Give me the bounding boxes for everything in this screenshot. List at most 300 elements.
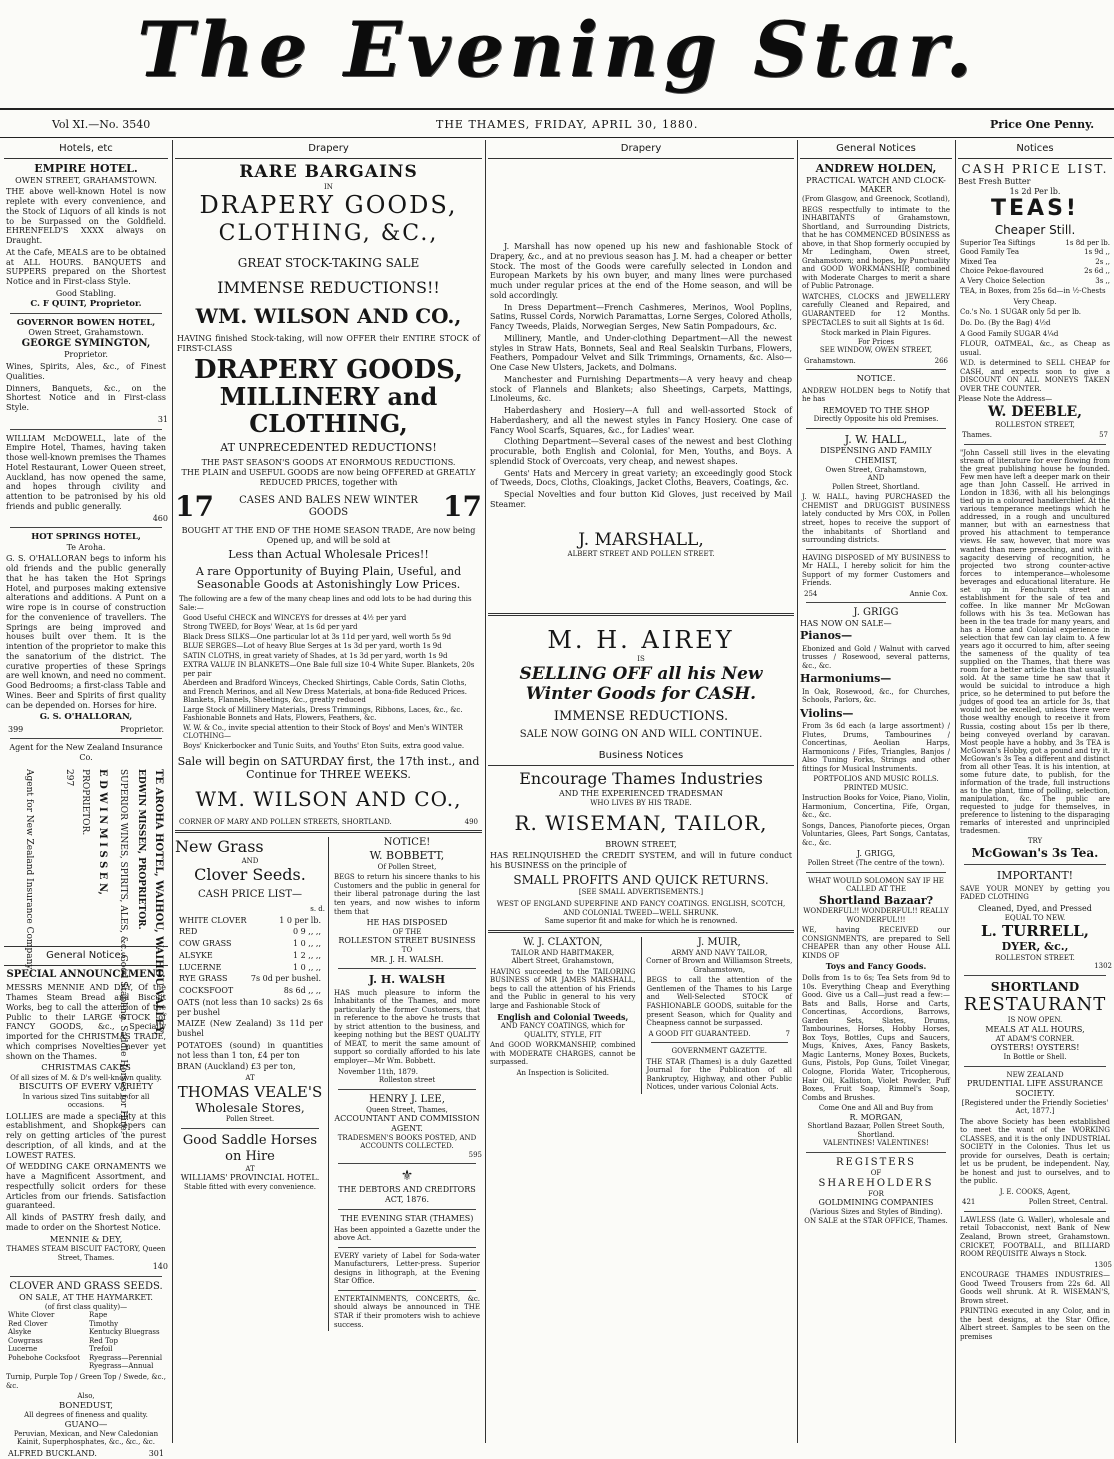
ad-headline: REGISTERS bbox=[836, 1157, 916, 1169]
tea-row bbox=[960, 239, 1110, 248]
ad-headline: CLOTHING, &C., bbox=[218, 220, 439, 246]
ad-firm: J. W. HALL, bbox=[844, 432, 908, 446]
ad-text: A Good Family SUGAR 4¼d bbox=[960, 329, 1059, 338]
ad-body: ENTERTAINMENTS, CONCERTS, &c. should always be announced in THE STAR if their promoters wish to achieve success. bbox=[334, 1294, 480, 1329]
ad-text: OF bbox=[870, 1169, 882, 1178]
ad-text: AND bbox=[241, 856, 259, 865]
ad-text: Turnip, Purple Top / Green Top / Swede, &c., &c. bbox=[6, 1373, 166, 1390]
price-row bbox=[179, 927, 321, 937]
ad-text: FOR bbox=[868, 1189, 884, 1198]
ad-address: Owen Street, Grahamstown. bbox=[28, 328, 144, 338]
ad-body: ANDREW HOLDEN begs to Notify that he has bbox=[802, 386, 950, 404]
list-item: EXTRA VALUE IN BLANKETS—One Bale full size 10-4 White Super. Blankets, 20s per pair bbox=[183, 661, 475, 678]
price-row bbox=[179, 986, 321, 996]
ad-text: In Bottle or Shell. bbox=[1003, 1053, 1067, 1061]
ad-firm: J. GRIGG bbox=[853, 607, 899, 619]
seed-item: Ryegrass—Annual bbox=[89, 1362, 154, 1371]
ad-firm: L. TURRELL, bbox=[981, 922, 1089, 941]
seed-item: Lucerne bbox=[8, 1345, 38, 1354]
seed-item: White Clover bbox=[8, 1311, 55, 1320]
ad-body: HAVING finished Stock-taking, will now OFFER their ENTIRE STOCK of FIRST-CLASS bbox=[177, 334, 480, 353]
ad-body: Songs, Dances, Pianoforte pieces, Organ Voluntaries, Glees, Part Songs, Cantatas, &c., &c. bbox=[802, 821, 950, 847]
ad-text: In various sized Tins suitable for all occasions. bbox=[22, 1092, 150, 1110]
ad-firm: WILLIAMS' PROVINCIAL HOTEL. bbox=[180, 1173, 320, 1183]
ad-headline: Shortland Bazaar? bbox=[818, 893, 934, 907]
ad-firm: R. WISEMAN, TAILOR, bbox=[514, 811, 768, 836]
seed-item: Red Clover bbox=[8, 1319, 48, 1328]
section-header: Drapery bbox=[175, 140, 482, 159]
ad-text: ROLLESTON STREET BUSINESS bbox=[338, 936, 476, 946]
ad-text: All degrees of fineness and quality. bbox=[24, 1410, 148, 1419]
ad-text: Please Note the Address— bbox=[958, 395, 1053, 404]
ad-subtitle: Harmoniums— bbox=[800, 672, 892, 686]
ad-firm: THOMAS VEALE'S bbox=[177, 1082, 323, 1101]
ad-body: BEGS to return his sincere thanks to his Customers and the public in general for their liberal patronage during the last ten years, and now wishes to inform them that bbox=[334, 873, 480, 916]
ad-number: 399 bbox=[8, 724, 24, 734]
ad-body: "John Cassell still lives in the elevating stream of literature for ever flowing from the great publishing house he founded. Few men have left a deeper mark on their age than John Cassell. He arrived in London in 1836, with all his belongings tied up in a coloured handkerchief. At the various temperance meetings which he addressed, in a rough and uncultured manner, but with an earnestness that proved his attachment to temperance views. He saw, however, that more was wanted than mere preaching, and with a sagacity deserving of recognition, he projected two strong counter-active forces to intemperance—wholesome beverages and educational literature. He set up in Fenchurch street an establishment for the sale of tea and coffee. In like manner Mr McGowan follows with his 3s tea. McGowan has been in the tea trade for many years, and has a Home and Colonial experience in selection that few can lay claim to. A few years ago it occurred to him, after seeing the sameness of the quality of tea supplied on the Thames, that there was room for a better article than that usually sold. At the same time he saw that it would be suicidal to introduce a high price, so he determined to put before the judges of good tea an article for 3s, that would not be excelled, unless there were those wealthy enough to receive it from Russia, costing about 15s per lb there, being conveyed overland by caravan. Most people have a hobby, and 3s TEA is McGowan's Hobby, got a pound and try it. McGowan's 3s Tea a different and distinct from all other Teas. It is his intention, at some future date, to publish, for the information of the trade, full instructions as to the plant, time of polling, selection, manipulation, &c. The public are requested to judge for themselves, in preference to listening to the disparaging remarks of interested and unprincipled tradesmen. bbox=[960, 448, 1110, 836]
ad-title: NOTICE. bbox=[856, 374, 896, 385]
ad-title: IMPORTANT! bbox=[996, 869, 1074, 883]
ad-text: REMOVED TO THE SHOP bbox=[822, 405, 930, 415]
seed-item: Ryegrass—Perennial bbox=[89, 1353, 163, 1362]
rotated-text: SUPERIOR WINES, SPIRITS, ALES, &c. Good Stabling. Saddle Horses for Hire. bbox=[118, 768, 128, 1134]
ad-text: (Various Sizes and Styles of Binding). bbox=[809, 1208, 943, 1217]
ad-text: TEA, in Boxes, from 25s 6d—in ½-Chests bbox=[960, 287, 1106, 296]
ad-text: DISPENSING AND FAMILY CHEMIST, bbox=[820, 446, 932, 466]
number-17: 17 bbox=[175, 489, 214, 523]
ad-text: Very Cheap. bbox=[1013, 297, 1057, 306]
ad-body: POTATOES (sound) in quantities not less than 1 ton, £4 per ton bbox=[177, 1040, 323, 1060]
ad-signature: J. GRIGG, bbox=[856, 849, 896, 859]
rotated-text: PROPRIETOR. bbox=[80, 768, 90, 836]
ad-body: ON SALE, AT THE HAYMARKET. bbox=[19, 1293, 153, 1303]
ad-address: ROLLESTON STREET, bbox=[995, 420, 1075, 429]
ad-body: HAS RELINQUISHED the CREDIT SYSTEM, and will in future conduct his BUSINESS on the principle of bbox=[490, 851, 792, 871]
ad-text: Best Fresh Butter bbox=[958, 176, 1031, 186]
ad-subtitle: GREAT STOCK-TAKING SALE bbox=[237, 255, 420, 270]
ad-text: Co.'s No. 1 SUGAR only 5d per lb. bbox=[960, 308, 1082, 317]
ad-subtitle: Cheaper Still. bbox=[994, 223, 1076, 238]
ad-body: OATS (not less than 10 sacks) 2s 6s per bushel bbox=[177, 997, 323, 1017]
tea-price: 3s ,, bbox=[1095, 276, 1110, 285]
tea-price: 1s 8d per lb. bbox=[1065, 238, 1110, 247]
section-header: General Notices bbox=[800, 140, 952, 159]
ad-body: Wines, Spirits, Ales, &c., of Finest Qualities. bbox=[6, 362, 166, 381]
tea-row bbox=[960, 277, 1110, 286]
ad-title: GOVERNOR BOWEN HOTEL, bbox=[16, 317, 156, 328]
seed-item: Kentucky Bluegrass bbox=[89, 1328, 160, 1337]
tea-price-list bbox=[958, 239, 1112, 286]
column-hotels bbox=[4, 140, 168, 1458]
ad-body: WATCHES, CLOCKS and JEWELLERY carefully Cleaned and Repaired, and GUARANTEED for 12 Months. SPECTACLES to suit all Sights at 1s 6d. bbox=[802, 292, 950, 327]
section-header: General Notices bbox=[4, 947, 168, 966]
section-header: Drapery bbox=[488, 140, 794, 159]
tea-row bbox=[960, 267, 1110, 276]
price-item: WHITE CLOVER bbox=[179, 915, 247, 925]
list-item: SATIN CLOTHS, in great variety of Shades, at 1s 3d per yard, worth 1s 9d bbox=[183, 651, 448, 660]
rotated-owner: E D W I N M I S S E N, bbox=[97, 768, 108, 895]
ad-address: ALBERT STREET AND POLLEN STREET. bbox=[567, 550, 715, 559]
ad-headline: McGowan's 3s Tea. bbox=[971, 845, 1099, 860]
ad-address: BROWN STREET, bbox=[605, 839, 677, 849]
ad-text: Do. Do. (By the Bag) 4½d bbox=[960, 319, 1051, 328]
ad-headline: New Grass bbox=[175, 837, 264, 857]
ad-text: PRACTICAL WATCH AND CLOCK-MAKER bbox=[806, 175, 946, 195]
ad-text: 1s 2d Per lb. bbox=[1009, 186, 1061, 196]
claxton-ad bbox=[488, 937, 642, 1094]
ad-body: THE STAR (Thames) is a duly Gazetted Journal for the Publication of all Bankruptcy, Highway, and other Public Notices, under various Colonial Acts. bbox=[646, 1057, 792, 1092]
ad-text: TAILOR AND HABITMAKER, bbox=[511, 948, 615, 957]
ad-text: Peruvian, Mexican, and New Caledonian Kainit, Superphosphates, &c., &c., &c. bbox=[13, 1429, 159, 1447]
price-item: RED bbox=[179, 927, 198, 937]
ad-signature: C. F QUINT, Proprietor. bbox=[30, 298, 142, 309]
ad-text: ARMY AND NAVY TAILOR, bbox=[671, 948, 768, 957]
list-item: W. W. & Co., invite special attention to their Stock of Boys' and Men's WINTER CLOTHING— bbox=[183, 723, 463, 741]
tea-row bbox=[960, 258, 1110, 267]
list-item: Aberdeen and Bradford Winceys, Checked Shirtings, Cable Cords, Satin Cloths, and French Merinos, and all New Dress Materials, at bona-fide Reduced Prices. Blankets, Flannels, Sheetings, &c., greatly reduced bbox=[183, 679, 467, 705]
ad-text: WONDERFUL!! WONDERFUL!! REALLY WONDERFUL!!! bbox=[803, 907, 949, 924]
ad-signature: J. E. COOKS, Agent, bbox=[999, 1187, 1071, 1196]
ad-text: AND THE EXPERIENCED TRADESMAN bbox=[559, 788, 723, 798]
ad-paragraph: Gents' Hats and Mercery in great variety; an exceedingly good Stock of Tweeds, Docs, Cloths, Cloakings, Jacket Cloths, Beavers, Coatings, &c. bbox=[490, 468, 792, 488]
masthead-title: The Evening Star. bbox=[137, 5, 977, 94]
ad-firm: WM. WILSON AND CO., bbox=[195, 303, 462, 328]
price-row bbox=[179, 963, 321, 973]
ad-text: GOLDMINING COMPANIES bbox=[818, 1198, 934, 1208]
ad-text: THE PLAIN and USEFUL GOODS are now being OFFERED at GREATLY REDUCED PRICES, together with bbox=[181, 468, 476, 487]
ad-title: RARE BARGAINS bbox=[239, 162, 418, 183]
ad-signature: MENNIE & DEY, bbox=[49, 1234, 123, 1245]
ad-text: EQUAL TO NEW. bbox=[1004, 913, 1066, 922]
ad-address: Rolleston street bbox=[378, 1076, 436, 1085]
ad-text: CASES AND BALES NEW WINTER GOODS bbox=[239, 494, 418, 518]
seed-item: Trefoil bbox=[89, 1345, 113, 1354]
ad-address: Corner of Brown and Williamson Streets, Grahamstown, bbox=[646, 957, 793, 974]
seed-list bbox=[8, 1311, 164, 1371]
ad-headline: DRAPERY GOODS, bbox=[193, 354, 464, 385]
ad-address: Albert Street, Grahamstown, bbox=[511, 957, 615, 966]
ad-text: Come One and All and Buy from bbox=[818, 1104, 934, 1113]
ad-firm: J. MARSHALL, bbox=[578, 529, 704, 550]
ad-subtitle: Sale will begin on SATURDAY first, the 17th inst., and Continue for THREE WEEKS. bbox=[177, 754, 480, 781]
ad-text: Grahamstown. bbox=[804, 356, 856, 365]
ad-text: [SEE SMALL ADVERTISEMENTS.] bbox=[578, 887, 704, 896]
ad-body: HAVING succeeded to the TAILORING BUSINESS of MR JAMES MARSHALL, begs to call the attention of his Friends and the Public in general to his very large and Fashionable Stock of bbox=[490, 967, 636, 1011]
seed-item: Alsyke bbox=[8, 1328, 32, 1337]
ad-date: November 11th, 1879. bbox=[338, 1067, 418, 1076]
ad-address: Te Aroha. bbox=[66, 542, 106, 552]
ad-title: CLOVER AND GRASS SEEDS. bbox=[9, 1280, 163, 1292]
ad-body: Instruction Books for Voice, Piano, Violin, Harmonium, Concertina, Fife, Organ, &c., &c. bbox=[802, 794, 950, 820]
ad-text: HE HAS DISPOSED bbox=[366, 918, 448, 928]
ad-body: W.D. is determined to SELL CHEAP for CASH, and expects soon to give a DISCOUNT ON ALL MONEYS TAKEN OVER THE COUNTER. bbox=[960, 359, 1110, 393]
price-value: 8s 6d ,, ,, bbox=[283, 986, 321, 996]
ad-body: Ebonized and Gold / Walnut with carved trusses / Rosewood, several patterns, &c., &c. bbox=[802, 644, 950, 670]
ad-headline: TEAS! bbox=[991, 196, 1079, 222]
ad-paragraph: Clothing Department—Several cases of the newest and best Clothing procurable, both English and Colonial, for Men, Youths, and Boys. A splendid Stock of Overcoats, very cheap, and newest shapes. bbox=[490, 437, 792, 466]
price-item: COCKSFOOT bbox=[179, 986, 234, 996]
item-list bbox=[179, 595, 478, 750]
tea-price: 2s 6d ,, bbox=[1084, 267, 1110, 276]
ad-headline: Encourage Thames Industries bbox=[519, 769, 763, 789]
price-value: 1 2 ,, ,, bbox=[293, 950, 321, 960]
ad-text: Thames. bbox=[962, 431, 992, 440]
ad-subtitle: Wholesale Stores, bbox=[195, 1100, 305, 1115]
ad-headline: SHORTLAND bbox=[990, 979, 1080, 994]
ad-subtitle: A rare Opportunity of Buying Plain, Useful, and Seasonable Goods at Astonishingly Low Prices. bbox=[195, 564, 462, 592]
ad-signature: Annie Cox. bbox=[909, 589, 948, 598]
ad-address: Pollen Street, Shortland. bbox=[832, 482, 920, 491]
column-drapery-marshall bbox=[488, 140, 794, 1443]
ad-body: SAVE YOUR MONEY by getting you FADED CLOTHING bbox=[960, 884, 1110, 902]
price-item: COW GRASS bbox=[179, 939, 232, 949]
ad-text: OYSTERS! OYSTERS! bbox=[990, 1043, 1080, 1053]
ad-text: Proprietor. bbox=[64, 350, 108, 360]
ad-text: SALE NOW GOING ON AND WILL CONTINUE. bbox=[519, 729, 763, 741]
ad-number: 266 bbox=[934, 356, 948, 365]
tea-item: Superior Tea Siftings bbox=[960, 238, 1036, 247]
ad-text: WHO LIVES BY HIS TRADE. bbox=[590, 798, 692, 807]
ad-subtitle: CHRISTMAS CAKES bbox=[41, 1063, 131, 1074]
ad-address: Pollen Street, Central. bbox=[1028, 1198, 1108, 1207]
ad-address: Queen Street, Thames, bbox=[366, 1105, 448, 1114]
ad-text: Of all sizes of M. & D's well-known quality. bbox=[10, 1073, 162, 1082]
ad-headline: Good Saddle Horses on Hire bbox=[182, 1133, 318, 1164]
ad-subtitle: IMMENSE REDUCTIONS. bbox=[553, 709, 729, 725]
ad-body: PRINTING executed in any Color, and in the best designs, at the Star Office, Albert street. Samples to be seen on the premises bbox=[960, 1307, 1110, 1341]
ad-text: MEALS AT ALL HOURS, bbox=[985, 1024, 1085, 1034]
ad-body: BRAN (Auckland) £3 per ton, bbox=[177, 1062, 296, 1072]
tea-row bbox=[960, 248, 1110, 257]
price-list bbox=[175, 916, 325, 996]
ad-text: Stock marked in Plain Figures. bbox=[821, 329, 931, 338]
seed-item: Rape bbox=[89, 1311, 108, 1320]
ad-paragraph: J. Marshall has now opened up his new and fashionable Stock of Drapery, &c., and at no previous season has J. M. had a cheaper or better Stock. The most of the Goods were carefully selected in London and European Markets by his own buyer, and many lines were purchased much under regular prices at the end of the Home season, and will be sold accordingly. bbox=[490, 242, 792, 300]
ad-subtitle: Pianos— bbox=[800, 629, 853, 643]
ad-body: G. S. O'HALLORAN begs to inform his old friends and the public generally that he has taken the Hot Springs Hotel, and purposes making extensive alterations and additions. A Punt on a wire rope is in course of construction for the convenience of travellers. The Springs are being improved and houses built over them. It is the intention of the proprietor to make this the sanatorium of the district. The curative properties of these Springs are well known, and need no comment. Good Bedrooms; a first-class Table and Wines. Beer and Spirits of first quality can be depended on. Horses for hire. bbox=[6, 554, 166, 710]
ad-text: WHAT WOULD SOLOMON SAY IF HE CALLED AT THE bbox=[808, 876, 944, 894]
ad-address: Pollen Street (The centre of the town). bbox=[807, 859, 945, 868]
ad-headline: MILLINERY and CLOTHING, bbox=[219, 382, 438, 438]
seed-item: Timothy bbox=[89, 1319, 119, 1328]
ad-headline: RESTAURANT bbox=[963, 994, 1107, 1016]
ad-text: DYER, &c., bbox=[1001, 940, 1069, 954]
ad-subtitle: English and Colonial Tweeds, bbox=[497, 1011, 629, 1022]
ad-subtitle: CASH PRICE LIST— bbox=[197, 888, 303, 900]
ad-text: An Inspection is Solicited. bbox=[516, 1068, 610, 1077]
ad-firm: J. H. WALSH bbox=[368, 973, 446, 987]
ad-text: A GOOD FIT GUARANTEED. bbox=[648, 1029, 751, 1038]
ad-signature: G. S. O'HALLORAN, bbox=[39, 712, 133, 723]
ad-paragraph: Manchester and Furnishing Departments—A very heavy and cheap stock of Flannels and Blankets; also Sheetings, Carpets, Mattings, Linoleums, &c. bbox=[490, 374, 792, 404]
ad-body: WILLIAM McDOWELL, late of the Empire Hotel, Thames, having taken those well-known premises the Thames Hotel Restaurant, Lower Queen street, Auckland, has now opened the same, and hopes through civility and attention to be patronised by his old friends and public generally. bbox=[6, 433, 166, 511]
ad-body: MESSRS MENNIE AND DEY, Of the Thames Steam Bread and Biscuit Works, beg to call the attention of the Public to their LARGE STOCK of FANCY GOODS, &c., Specially imported for the CHRISTMAS TRADE, which comprises Novelties never yet shown on the Thames. bbox=[6, 983, 166, 1061]
list-item: The following are a few of the many cheap lines and odd lots to be had during this Sale:— bbox=[179, 595, 472, 613]
ad-address: ROLLESTON STREET. bbox=[995, 953, 1075, 962]
ad-text: TRY bbox=[1027, 837, 1043, 846]
ad-body: MAIZE (New Zealand) 3s 11d per bushel bbox=[177, 1019, 323, 1039]
ad-text: TO bbox=[401, 946, 413, 955]
ad-address: SEE WINDOW, OWEN STREET, bbox=[819, 346, 933, 355]
ad-firm: WM. WILSON AND CO., bbox=[195, 787, 462, 812]
ad-address: Of Pollen Street, bbox=[377, 862, 437, 871]
ad-body: Of WEDDING CAKE ORNAMENTS we have a Magnificent Assortment, and respectfully solicit orders for these Articles from our friends. Satisfaction guaranteed. bbox=[6, 1162, 166, 1211]
price-value: 7s 0d per bushel. bbox=[250, 974, 321, 984]
price-row bbox=[179, 916, 321, 926]
list-item: Black Dress SILKS—One particular lot at 3s 11d per yard, well worth 5s 9d bbox=[183, 632, 452, 641]
ad-subtitle: Violins— bbox=[800, 706, 854, 720]
number-17: 17 bbox=[443, 489, 482, 523]
ad-subtitle: GUANO— bbox=[64, 1419, 108, 1430]
rotated-number: 297 bbox=[64, 768, 74, 787]
price-item: ALSYKE bbox=[179, 950, 213, 960]
ad-body: THE above well-known Hotel is now replete with every convenience, and the Stock of Liquors of all kinds is not to be Surpassed on the Goldfield. EHRENFELD'S XXXX always on Draught. bbox=[6, 187, 166, 246]
column-drapery-wilson bbox=[175, 140, 482, 1443]
rotated-text: Agent for New Zealand Insurance Company. bbox=[24, 768, 34, 972]
ad-address: CORNER OF MARY AND POLLEN STREETS, SHORTLAND. bbox=[179, 817, 392, 826]
ad-address: Pollen Street. bbox=[225, 1115, 275, 1124]
ad-body: J. W. HALL, having PURCHASED the CHEMIST and DRUGGIST BUSINESS lately conducted by Mrs COX, in Pollen street, hopes to receive the support of the inhabitants of Shortland and surrounding districts. bbox=[802, 493, 950, 545]
ad-title: SPECIAL ANNOUNCEMENT. bbox=[6, 969, 166, 981]
ad-text: Good Stabling. bbox=[55, 288, 117, 298]
ad-title: CASH PRICE LIST. bbox=[961, 162, 1109, 177]
ad-body: Dinners, Banquets, &c., on the Shortest Notice and in First-class Style. bbox=[6, 383, 166, 412]
ad-text: s. d. bbox=[310, 905, 325, 913]
ad-subtitle: BISCUITS OF EVERY VARIETY bbox=[18, 1082, 154, 1093]
tea-price: 1s 9d ,, bbox=[1084, 248, 1110, 257]
dateline bbox=[0, 108, 1114, 138]
seed-item: Cowgrass bbox=[8, 1336, 43, 1345]
ad-body: All kinds of PASTRY fresh daily, and made to order on the Shortest Notice. bbox=[6, 1213, 166, 1232]
ad-title: HOT SPRINGS HOTEL, bbox=[31, 532, 141, 543]
ad-body: ENCOURAGE THAMES INDUSTRIES—Good Tweed Trousers from 22s 6d. All Goods well shrunk. At R. WISEMAN'S, Brown street. bbox=[960, 1271, 1110, 1305]
ad-number: 1305 bbox=[1094, 1260, 1112, 1269]
muir-ad bbox=[642, 937, 795, 1094]
tea-price: 2s ,, bbox=[1095, 257, 1110, 266]
ad-text: ON SALE at the STAR OFFICE, Thames. bbox=[804, 1216, 948, 1225]
crest-icon: ⚜ bbox=[400, 1168, 414, 1185]
ad-firm: HENRY J. LEE, bbox=[369, 1093, 445, 1105]
ad-text: Also, bbox=[77, 1392, 95, 1401]
masthead bbox=[0, 0, 1114, 108]
ad-firm: W. J. CLAXTON, bbox=[523, 936, 603, 948]
ad-number: 140 bbox=[152, 1262, 168, 1272]
ad-headline: Clover Seeds. bbox=[194, 865, 306, 885]
ad-text: Directly Opposite his old Premises. bbox=[813, 415, 939, 424]
ad-text: MR. J. H. WALSH. bbox=[370, 954, 444, 964]
ad-subtitle: SMALL PROFITS AND QUICK RETURNS. bbox=[513, 872, 769, 887]
tea-item: Good Family Tea bbox=[960, 248, 1020, 257]
price-value: 0 9 ,, ,, bbox=[293, 927, 321, 937]
ad-paragraph: In Dress Department—French Cashmeres, Merinos, Wool Poplins, Satins, Russel Cords, Norwich Paramattas, Lorne Serges, Colored Atholls, Fancy Tweeds, Plaids, Norwegian Serges, New Satin Pompadours, &c. bbox=[490, 302, 792, 332]
ad-title: NOTICE! bbox=[383, 837, 431, 849]
ad-text: Proprietor. bbox=[120, 724, 164, 734]
ad-paragraph: Haberdashery and Hosiery—A full and well-assorted Stock of Haberdashery, and all the newest styles in Fancy Hosiery. One case of Fancy Wool Scarfs, Squares, &c., for Ladies' wear. bbox=[490, 406, 792, 435]
ad-address: THAMES STEAM BISCUIT FACTORY, Queen Street, Thames. bbox=[6, 1245, 166, 1262]
ad-text: TRADESMEN'S BOOKS POSTED, AND ACCOUNTS COLLECTED. bbox=[337, 1133, 477, 1151]
ad-subtitle: IMMENSE REDUCTIONS!! bbox=[217, 278, 440, 298]
ad-firm: W. DEEBLE, bbox=[988, 403, 1082, 420]
ad-body: HAS much pleasure to inform the Inhabitants of the Thames, and more particularly the former Customers, that in reference to the above he trusts that by strict attention to the business, and keeping nothing but the BEST QUALITY of MEAT, to merit the same amount of support so cordially afforded to his late employer—Mr Wm. Bobbett. bbox=[334, 988, 480, 1065]
ad-body: BEGS respectfully to intimate to the INHABITANTS of Grahamstown, Shortland, and Surrounding Districts, that he has COMMENCED BUSINESS as above, in that Shop formerly occupied by Mr Ledingham, Owen street, Grahamstown; and hopes, by Punctuality and GOOD WORKMANSHIP, combined with Moderate Charges to merit a share of Public Patronage. bbox=[802, 205, 950, 291]
grass-seeds-ad bbox=[175, 837, 329, 1331]
list-item: BLUE SERGES—Lot of heavy Blue Serges at 1s 3d per yard, worth 1s 9d bbox=[183, 642, 442, 651]
ad-headline: DRAPERY GOODS, bbox=[199, 191, 458, 220]
ad-title: PRUDENTIAL LIFE ASSURANCE SOCIETY. bbox=[966, 1079, 1104, 1098]
ad-title: EMPIRE HOTEL. bbox=[34, 162, 138, 176]
ad-text: IN bbox=[324, 182, 333, 191]
price-row bbox=[179, 951, 321, 961]
ad-headline: SHAREHOLDERS bbox=[818, 1177, 934, 1189]
issue-date: THE THAMES, FRIDAY, APRIL 30, 1880. bbox=[436, 118, 699, 131]
ad-body: LAWLESS (late G. Waller), wholesale and retail Tobacconist, next Bank of New Zealand, Brown street, Grahamstown. CRICKET, FOOTBALL, and BILLIARD ROOM REQUISITE Always n Stock. bbox=[960, 1215, 1110, 1259]
ad-paragraph: Millinery, Mantle, and Under-clothing Department—All the newest styles in Straw Hats, Bonnets, Seal and Real Sealskin Turbans, Flowers, Feathers, Pompadour Velvet and Silk Trimmings, Ornaments, &c. Also—One Case New Ulsters, Jackets, and Dolmans. bbox=[490, 333, 792, 373]
price-value: 1 0 ,, ,, bbox=[293, 962, 321, 972]
ad-subtitle: Cleaned, Dyed, and Pressed bbox=[978, 903, 1092, 913]
seventeen-cases bbox=[175, 490, 482, 524]
ad-number: 460 bbox=[152, 513, 168, 523]
ad-signature: ALFRED BUCKLAND. bbox=[8, 1448, 97, 1458]
price-row bbox=[179, 939, 321, 949]
ad-body: BEGS to call the attention of the Gentlemen of the Thames to his Large and Well-Selected STOCK of FASHIONABLE GOODS, suitable for the present Season, which for Quality and Cheapness cannot be surpassed. bbox=[646, 976, 792, 1028]
ad-body: And GOOD WORKMANSHIP, combined with MODERATE CHARGES, cannot be surpassed. bbox=[490, 1041, 636, 1067]
ad-number: 301 bbox=[148, 1448, 164, 1458]
price-item: RYE GRASS bbox=[179, 974, 228, 984]
ad-text: HAS NOW ON SALE— bbox=[800, 619, 892, 629]
ad-headline: SELLING OFF all his New Winter Goods for CASH. bbox=[519, 663, 763, 705]
section-header: Notices bbox=[958, 140, 1112, 159]
ad-text: IS bbox=[637, 655, 645, 664]
price-value: 1 0 per lb. bbox=[279, 915, 321, 925]
ad-text: PORTFOLIOS AND MUSIC ROLLS. bbox=[813, 775, 939, 784]
ad-number: 31 bbox=[157, 414, 168, 424]
ad-number: 1302 bbox=[1094, 962, 1112, 971]
ad-number: 595 bbox=[468, 1150, 482, 1159]
ad-firm: ANDREW HOLDEN, bbox=[815, 162, 937, 176]
ad-title: THE EVENING STAR (THAMES) bbox=[340, 1213, 474, 1223]
list-item: Good Useful CHECK and WINCEYS for dresses at 4½ per yard bbox=[183, 613, 407, 622]
ad-address: AT ADAM'S CORNER. bbox=[995, 1034, 1075, 1043]
section-header: Business Notices bbox=[488, 747, 794, 766]
ad-address: Shortland Bazaar, Pollen Street South, Shortland. bbox=[807, 1122, 945, 1139]
list-item: Strong TWEED, for Boys' Wear, at 1s 6d per yard bbox=[183, 623, 358, 632]
ad-body: Dolls from 1s to 6s; Tea Sets from 9d to 10s. Everything Cheap and Everything Good. Give us a Call—just read a few:—Bats and Balls, Horse and Carts, Concertinas, Accordions, Barrows, Garden Sets, Slates, Drums, Tambourines, Horses, Hobby Horses, Box Toys, Bottles, Cups and Saucers, Mugs, Knives, Axes, Fancy Baskets, Magic Lanterns, Money Boxes, Buckets, Guns, Pistols, Pop Guns, Toilet Vinegar, Cologne, Florida Water, Tricopherous, Hair Oil, Kalliston, Violet Powder, Puff Boxes, Fruit Soap, Rimmel's Soap, Combs and Brushes. bbox=[802, 974, 950, 1102]
ad-text: PRINTED MUSIC. bbox=[843, 783, 909, 792]
ad-text: Agent for the New Zealand Insurance Co. bbox=[9, 743, 163, 763]
ad-firm: R. MORGAN, bbox=[849, 1112, 903, 1122]
price-item: LUCERNE bbox=[179, 962, 222, 972]
tea-item: Choice Pekoe-flavoured bbox=[960, 267, 1044, 276]
notices-ad bbox=[329, 837, 482, 1331]
ad-subtitle: Less than Actual Wholesale Prices!! bbox=[228, 548, 429, 562]
section-header: Hotels, etc bbox=[4, 140, 168, 159]
price-row bbox=[179, 974, 321, 984]
ad-body: At the Cafe, MEALS are to be obtained at ALL HOURS. BANQUETS and SUPPERS prepared on the Shortest Notice and in First-class Style. bbox=[6, 247, 166, 287]
ad-title: GOVERNMENT GAZETTE. bbox=[671, 1047, 767, 1056]
ad-text: AND FANCY COATINGS, which for QUALITY, STYLE, FIT bbox=[500, 1022, 625, 1039]
ad-firm: M. H. AIREY bbox=[547, 625, 735, 654]
ad-owner: GEORGE SYMINGTON, bbox=[21, 338, 151, 350]
ad-address: Owen Street, Grahamstown, bbox=[825, 465, 927, 474]
ad-text: Stable fitted with every convenience. bbox=[184, 1183, 316, 1192]
ad-text: NEW ZEALAND bbox=[1006, 1070, 1064, 1079]
ad-body: EVERY variety of Label for Soda-water Manufacturers, Letter-press. Superior designs in lithograph, at the Evening Star Office. bbox=[334, 1251, 480, 1286]
ad-body: HAVING DISPOSED of MY BUSINESS to Mr HALL, I hereby solicit for him the Support of my former Customers and Friends. bbox=[802, 553, 950, 588]
list-item: Boys' Knickerbocker and Tunic Suits, and Youths' Eton Suits, extra good value. bbox=[183, 741, 465, 750]
ad-text: THE PAST SEASON'S GOODS AT ENORMOUS REDUCTIONS. bbox=[201, 458, 456, 468]
ad-text: IS NOW OPEN. bbox=[1007, 1016, 1063, 1025]
ad-subtitle: Toys and Fancy Goods. bbox=[825, 961, 927, 972]
